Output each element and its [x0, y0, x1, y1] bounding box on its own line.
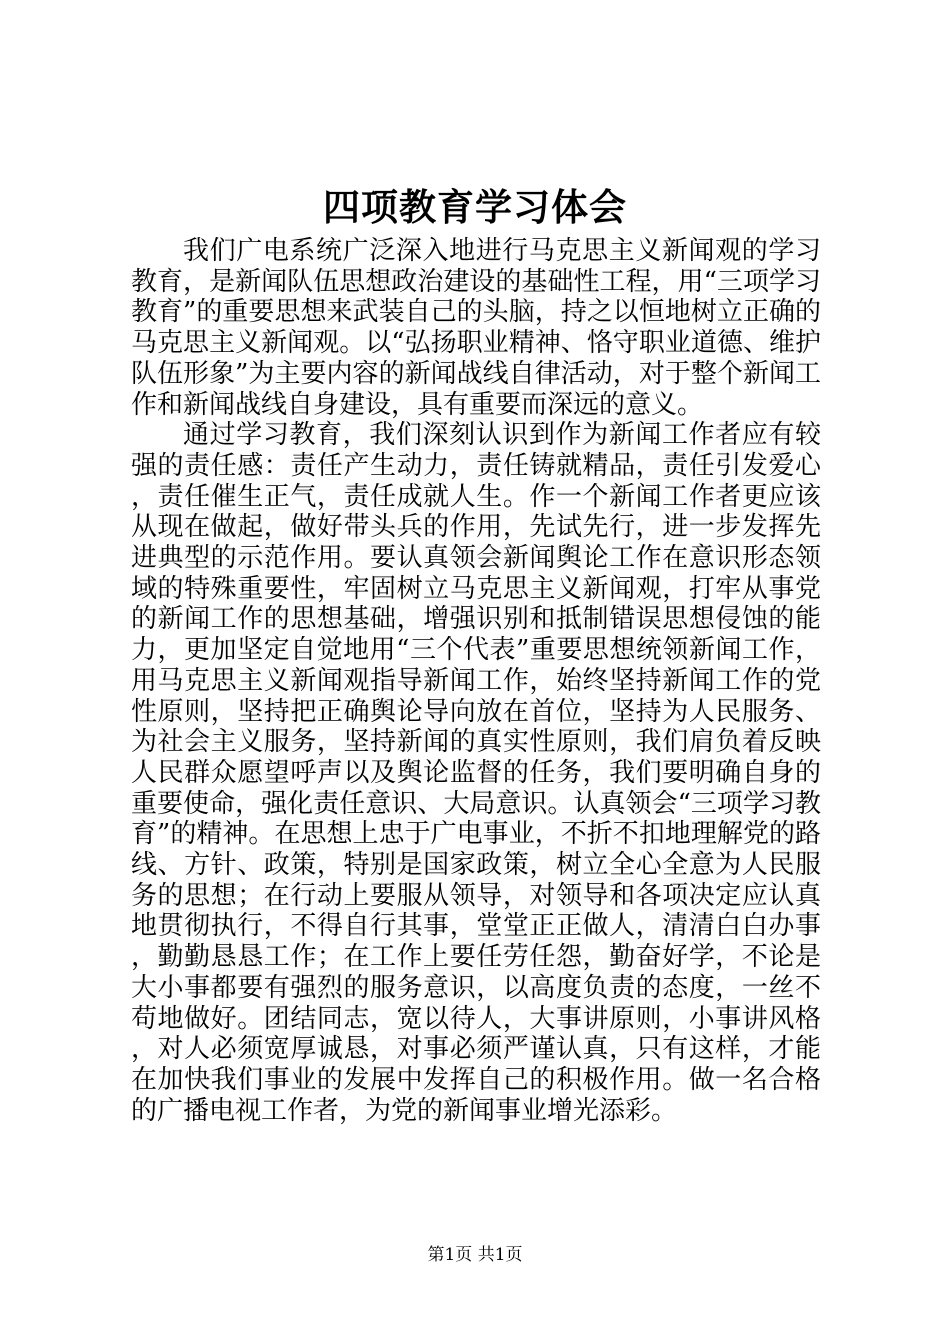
- document-body: [131, 236, 821, 1126]
- paragraph-1: 我们广电系统广泛深入地进行马克思主义新闻观的学习教育，是新闻队伍思想政治建设的基础性工程，用“三项学习教育”的重要思想来武装自己的头脑，持之以恒地树立正确的马克思主义新闻观。以“弘扬职业精神、恪守职业道德、维护队伍形象”为主要内容的新闻战线自律活动，对于整个新闻工作和新闻战线自身建设，具有重要而深远的意义。: [131, 236, 821, 420]
- page-number-footer: 第1页 共1页: [427, 1245, 523, 1265]
- paragraph-2: 通过学习教育，我们深刻认识到作为新闻工作者应有较强的责任感：责任产生动力，责任铸就精品，责任引发爱心，责任催生正气，责任成就人生。作一个新闻工作者更应该从现在做起，做好带头兵的作用，先试先行，进一步发挥先进典型的示范作用。要认真领会新闻舆论工作在意识形态领域的特殊重要性，牢固树立马克思主义新闻观，打牢从事党的新闻工作的思想基础，增强识别和抵制错误思想侵蚀的能力，更加坚定自觉地用“三个代表”重要思想统领新闻工作，用马克思主义新闻观指导新闻工作，始终坚持新闻工作的党性原则，坚持把正确舆论导向放在首位，坚持为人民服务、为社会主义服务，坚持新闻的真实性原则，我们肩负着反映人民群众愿望呼声以及舆论监督的任务，我们要明确自身的重要使命，强化责任意识、大局意识。认真领会“三项学习教育”的精神。在思想上忠于广电事业，不折不扣地理解党的路线、方针、政策，特别是国家政策，树立全心全意为人民服务的思想；在行动上要服从领导，对领导和各项决定应认真地贯彻执行，不得自行其事，堂堂正正做人，清清白白办事，勤勤恳恳工作；在工作上要任劳任怨，勤奋好学，不论是大小事都要有强烈的服务意识，以高度负责的态度，一丝不苟地做好。团结同志，宽以待人，大事讲原则，小事讲风格，对人必须宽厚诚恳，对事必须严谨认真，只有这样，才能在加快我们事业的发展中发挥自己的积极作用。做一名合格的广播电视工作者，为党的新闻事业增光添彩。: [131, 420, 821, 1126]
- page-title: 四项教育学习体会: [323, 185, 627, 229]
